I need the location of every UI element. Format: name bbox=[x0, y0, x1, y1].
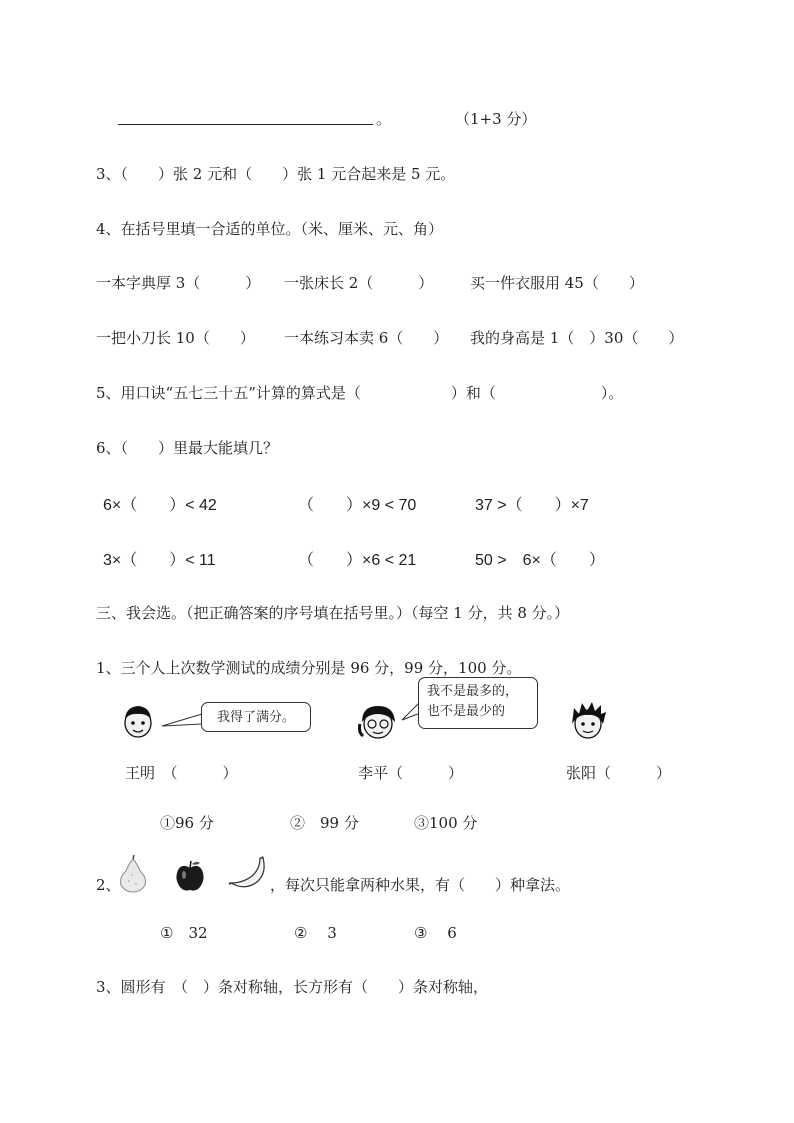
banana-icon bbox=[227, 855, 269, 891]
s3-question-2-text: ，每次只能拿两种水果，有（ ）种拿法。 bbox=[270, 876, 571, 894]
speech-bubble-wangming bbox=[201, 702, 311, 732]
option-3: ③100 分 bbox=[414, 814, 478, 832]
q6-inequality: 37 >（ ）×7 bbox=[475, 497, 589, 514]
q4-item-bed: 一张床长 2（ ） bbox=[284, 274, 434, 292]
speech-bubble-liping bbox=[418, 677, 538, 729]
bubble-text-line-2: 也不是最少的 bbox=[427, 704, 506, 719]
question-5: 5、用口诀“五七三十五”计算的算式是（ ）和（ ）。 bbox=[96, 384, 624, 402]
section-3-heading: 三、我会选。（把正确答案的序号填在括号里。）（每空 1 分，共 8 分。） bbox=[96, 604, 570, 622]
spiky-hair-boy-face-icon bbox=[568, 700, 608, 742]
girl-face-icon bbox=[358, 702, 398, 742]
line-end-mark: 。 bbox=[376, 110, 392, 128]
option-2: ② 3 bbox=[294, 924, 337, 942]
apple-icon bbox=[174, 859, 206, 893]
score-note: （1+3 分） bbox=[455, 110, 537, 128]
q6-inequality: （ ）×9 < 70 bbox=[298, 497, 417, 514]
option-2: ② 99 分 bbox=[290, 814, 359, 832]
q4-item-dictionary: 一本字典厚 3（ ） bbox=[96, 274, 261, 292]
name-zhangyang: 张阳（ ） bbox=[566, 764, 672, 782]
option-1: ①96 分 bbox=[160, 814, 214, 832]
q6-inequality: 6×（ ）< 42 bbox=[103, 497, 217, 514]
bubble-text: 我得了满分。 bbox=[216, 710, 295, 725]
q4-item-knife: 一把小刀长 10（ ） bbox=[96, 329, 255, 347]
question-4-title: 4、在括号里填一合适的单位。（米、厘米、元、角） bbox=[96, 220, 444, 238]
option-3: ③ 6 bbox=[414, 924, 457, 942]
s3-question-1: 1、三个人上次数学测试的成绩分别是 96 分，99 分，100 分。 bbox=[96, 659, 522, 677]
question-6-title: 6、（ ）里最大能填几？ bbox=[96, 439, 279, 457]
s3-question-2-number: 2、 bbox=[96, 876, 121, 894]
q4-item-clothes: 买一件衣服用 45（ ） bbox=[470, 274, 644, 292]
question-3: 3、（ ）张 2 元和（ ）张 1 元合起来是 5 元。 bbox=[96, 165, 456, 183]
name-liping: 李平（ ） bbox=[358, 764, 464, 782]
option-1: ① 32 bbox=[160, 924, 208, 942]
q6-inequality: 3×（ ）< 11 bbox=[103, 552, 216, 569]
q6-inequality: 50 > 6×（ ） bbox=[475, 552, 605, 569]
q4-item-notebook: 一本练习本卖 6（ ） bbox=[284, 329, 449, 347]
s3-question-3: 3、圆形有 （ ）条对称轴，长方形有（ ）条对称轴， bbox=[96, 978, 489, 996]
bubble-text-line-1: 我不是最多的， bbox=[427, 684, 519, 699]
name-wangming: 王明 （ ） bbox=[125, 764, 238, 782]
q4-item-height: 我的身高是 1（ ）30（ ） bbox=[470, 329, 684, 347]
boy-face-icon bbox=[120, 703, 156, 741]
pear-icon bbox=[116, 855, 150, 893]
answer-blank-line bbox=[118, 124, 373, 125]
q6-inequality: （ ）×6 < 21 bbox=[298, 552, 417, 569]
